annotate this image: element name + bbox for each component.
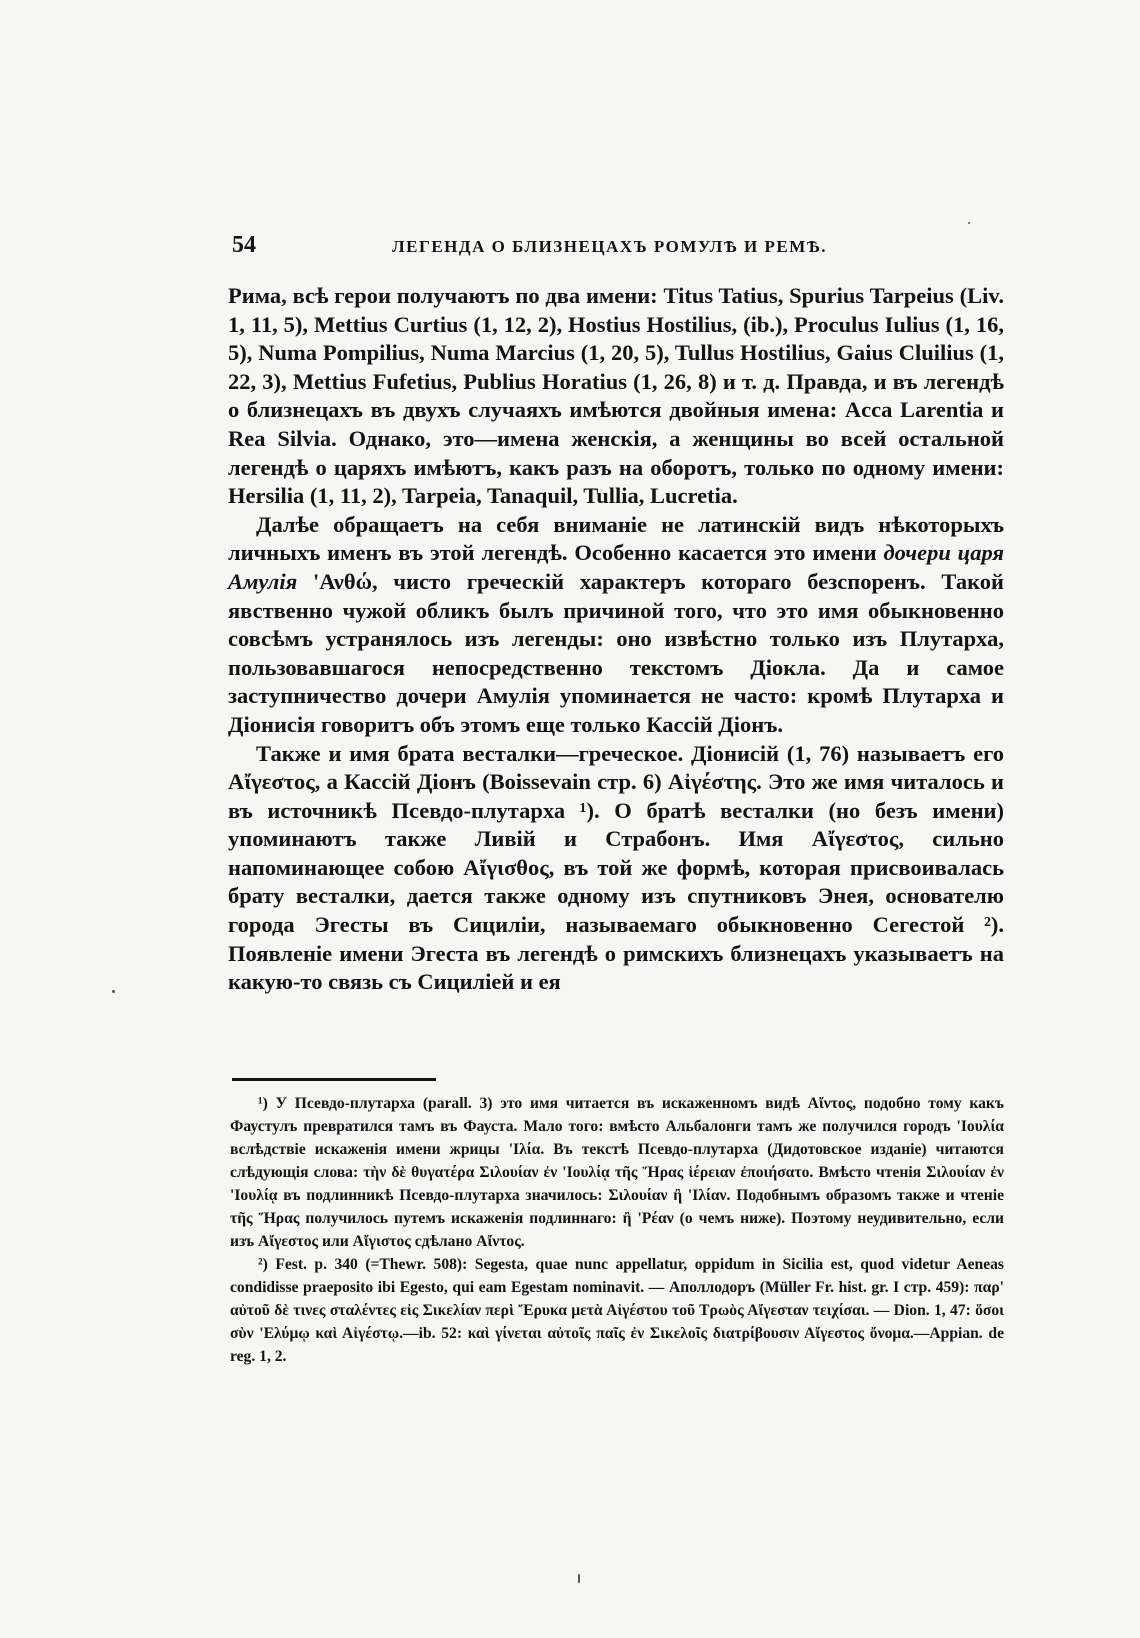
footnote-1: ¹) У Псевдо-плутарха (parall. 3) это имя читается въ искаженномъ видѣ Αἴντος, подобно тому какъ Фаустулъ превратился тамъ въ Фауста. Мало того: вмѣсто Альбалонги тамъ же получился городъ 'Ιουλία вслѣдствіе искаженія имени жрицы 'Ιλία. Въ текстѣ Псевдо-плутарха (Дидотовское изданіе) читаются слѣдующія слова: τὴν δὲ θυγατέρα Σιλουίαν ἐν 'Ιουλίᾳ τῆς Ἥρας ἱέρειαν ἐποιήσατο. Вмѣсто чтенія Σιλουίαν ἐν 'Ιουλίᾳ въ подлинникѣ Псевдо-плутарха значилось: Σιλουίαν ἢ 'Ιλίαν. Подобнымъ образомъ также и чтеніе τῆς Ἥρας получилось путемъ искаженія подлиннаго: ἢ 'Ρέαν (о чемъ ниже). Поэтому неудивительно, если изъ Αἴγεστος или Αἴγιστος сдѣлано Αἴντος. (230, 1095, 1004, 1250)
paragraph-2-start: Далѣе обращаетъ на себя вниманіе не латинскій видъ нѣкоторыхъ личныхъ именъ въ этой легендѣ. Особенно касается это имени (228, 511, 1004, 566)
paragraph-2 (228, 511, 1004, 740)
paragraph-2-end: 'Ανθώ, чисто греческій характеръ котораго безспоренъ. Такой явственно чужой обликъ былъ причиной того, что это имя обыкновенно совсѣмъ устранялось изъ легенды: оно извѣстно только изъ Плутарха, пользовавшагося непосредственно текстомъ Діокла. Да и самое заступничество дочери Амулія упоминается не часто: кромѣ Плутарха и Діонисія говоритъ объ этомъ еще только Кассій Діонъ. (228, 568, 1004, 737)
paragraph-1: Рима, всѣ герои получаютъ по два имени: Titus Tatius, Spurius Tarpeius (Liv. 1, 11, 5), Mettius Curtius (1, 12, 2), Hostius Hostilius, (ib.), Proculus Iulius (1, 16, 5), Numa Pompilius, Numa Marcius (1, 20, 5), Tullus Hostilius, Gaius Cluilius (1, 22, 3), Mettius Fufetius, Publius Horatius (1, 26, 8) и т. д. Правда, и въ легендѣ о близнецахъ въ двухъ случаяхъ имѣются двойныя имена: Acca Larentia и Rea Silvia. Однако, это—имена женскія, а женщины во всей остальной легендѣ о царяхъ имѣютъ, какъ разъ на оборотъ, только по одному имени: Hersilia (1, 11, 2), Tarpeia, Tanaquil, Tullia, Lucretia. (228, 283, 1004, 509)
scan-speck (578, 1574, 580, 1583)
footnotes (230, 1092, 1004, 1368)
footnote-divider (232, 1078, 436, 1081)
italic-phrase: дочери царя Амулія (228, 540, 1004, 594)
paragraph-3: Также и имя брата весталки—греческое. Діонисій (1, 76) называетъ его Αἴγεστος, а Кассій Діонъ (Boissevain стр. 6) Αἰγέστης. Это же имя читалось и въ источникѣ Псевдо-плутарха ¹). О братѣ весталки (но безъ имени) упоминаютъ также Ливій и Страбонъ. Имя Αἴγεστος, сильно напоминающее собою Αἴγισθος, въ той же формѣ, которая присвоивалась брату весталки, дается также одному изъ спутниковъ Энея, основателю города Эгесты въ Сициліи, называемаго обыкновенно Сегестой ²). Появленіе имени Эгеста въ легендѣ о римскихъ близнецахъ указываетъ на какую-то связь съ Сициліей и ея (228, 740, 1004, 995)
scan-speck (112, 990, 115, 993)
running-title: ЛЕГЕНДА О БЛИЗНЕЦАХЪ РОМУЛѢ И РЕМѢ. (392, 237, 828, 256)
footnote-2: ²) Fest. p. 340 (=Thewr. 508): Segesta, quae nunc appellatur, oppidum in Sicilia est, quod videtur Aeneas condidisse praeposito ibi Egesto, qui eam Egestam nominavit. — Аполлодоръ (Müller Fr. hist. gr. I стр. 459): παρ' αὐτοῦ δὲ τινες σταλέντες εἰς Σικελίαν περὶ Ἔρυκα μετὰ Αἰγέστου τοῦ Τρωὸς Αἴγεσταν τειχίσαι. — Dion. 1, 47: ὅσοι σὺν 'Ελύμῳ καὶ Αἰγέστῳ.—ib. 52: καὶ γίνεται αὐτοῖς παῖς ἐν Σικελοῖς διατρίβουσιν Αἴγεστος ὄνομα.—Appian. de reg. 1, 2. (230, 1256, 1004, 1365)
page-number: 54 (232, 232, 256, 258)
main-text (228, 282, 1004, 997)
page-header (232, 232, 992, 266)
scan-speck (968, 222, 970, 224)
